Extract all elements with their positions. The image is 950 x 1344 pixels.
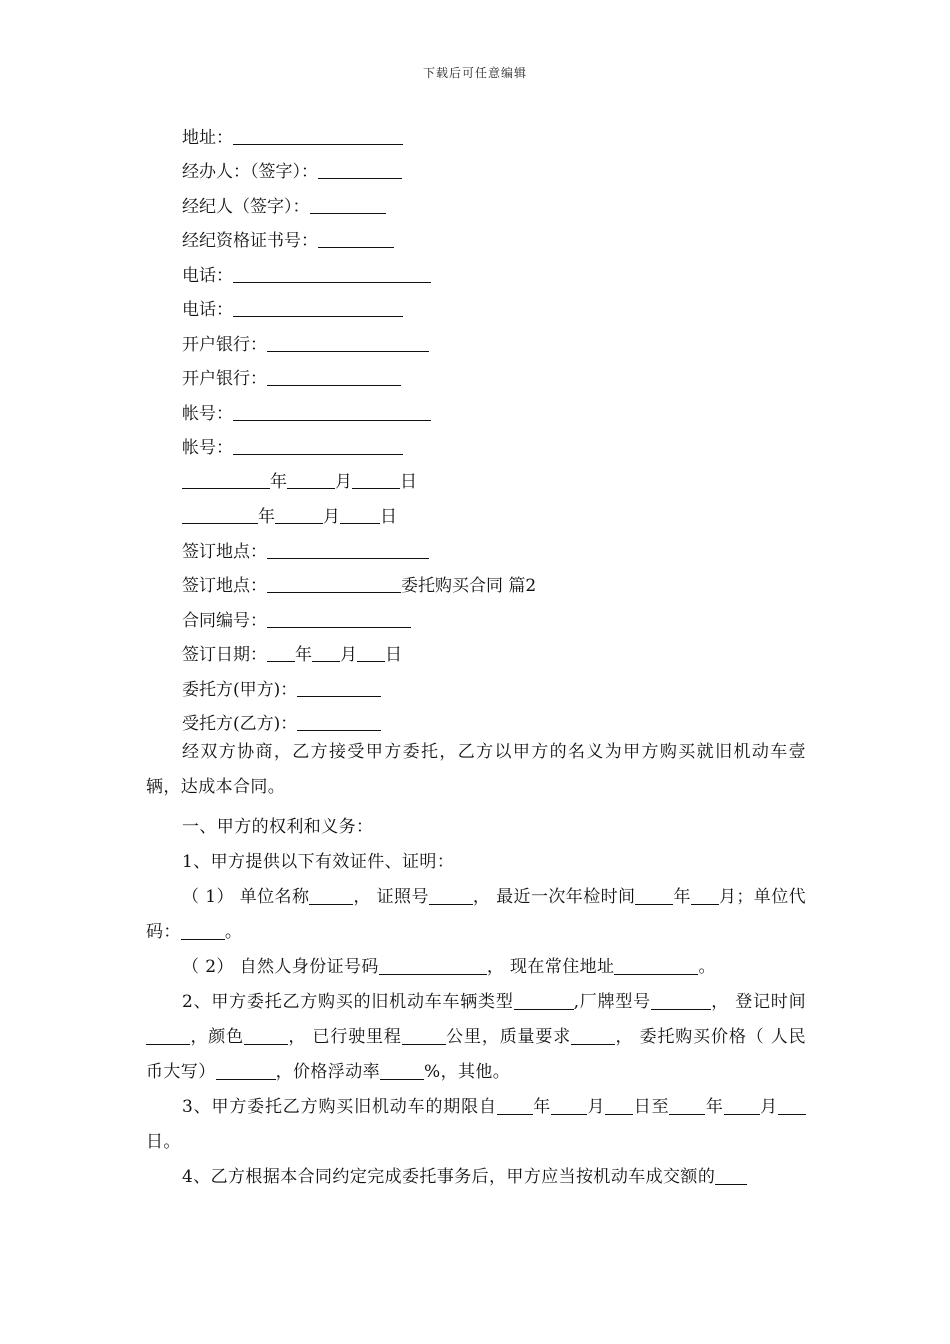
sign-place-field-2: 签订地点： 委托购买合同 篇2 [182,576,537,596]
item-3: 3、甲方委托乙方购买旧机动车的期限自 年 月 日至 年 月日。 [146,1090,806,1160]
item-2: 2、甲方委托乙方购买的旧机动车车辆类型 ,厂牌型号 ， 登记时间 ，颜色 ， 已行驶里程 公里，质量要求 ， 委托购买价格（ 人民币大写） ，价格浮动率 %，其他。 [146,992,806,1082]
party-b-field: 受托方(乙方)： [182,712,381,736]
bank-field-1: 开户银行： [182,333,429,357]
item-4: 4、乙方根据本合同约定完成委托事务后，甲方应当按机动车成交额的 [146,1160,806,1195]
item-1-1: （ 1） 单位名称 ， 证照号 ， 最近一次年检时间 年 月；单位代码： 。 [146,887,807,942]
item-1: 1、甲方提供以下有效证件、证明： [182,852,455,872]
contract-no-field: 合同编号： [182,609,411,633]
address-field: 地址： [182,126,403,150]
section-1-heading: 一、甲方的权利和义务： [182,817,374,837]
bank-field-2: 开户银行： [182,367,401,391]
sign-place-field-1: 签订地点： [182,540,429,564]
phone-field-1: 电话： [182,264,431,288]
page-header: 下载后可任意编辑 [422,66,527,80]
phone-field-2: 电话： [182,298,403,322]
account-field-1: 帐号： [182,402,431,426]
item-1-2: （ 2） 自然人身份证号码 ， 现在常住地址 。 [182,957,716,977]
broker-sign-field: 经纪人（签字）： [182,195,386,219]
intro-paragraph: 经双方协商，乙方接受甲方委托，乙方以甲方的名义为甲方购买就旧机动车壹辆，达成本合同。 [146,742,806,797]
sign-date-field: 签订日期： 年 月 日 [182,645,402,665]
broker-cert-field: 经纪资格证书号： [182,229,394,253]
date-line-2: 年 月 日 [182,505,397,529]
account-field-2: 帐号： [182,436,403,460]
handler-sign-field: 经办人：（签字）： [182,160,402,184]
party-a-field: 委托方(甲方)： [182,678,381,702]
contract-title: 委托购买合同 篇2 [401,576,537,596]
date-line-1: 年 月 日 [182,470,417,494]
